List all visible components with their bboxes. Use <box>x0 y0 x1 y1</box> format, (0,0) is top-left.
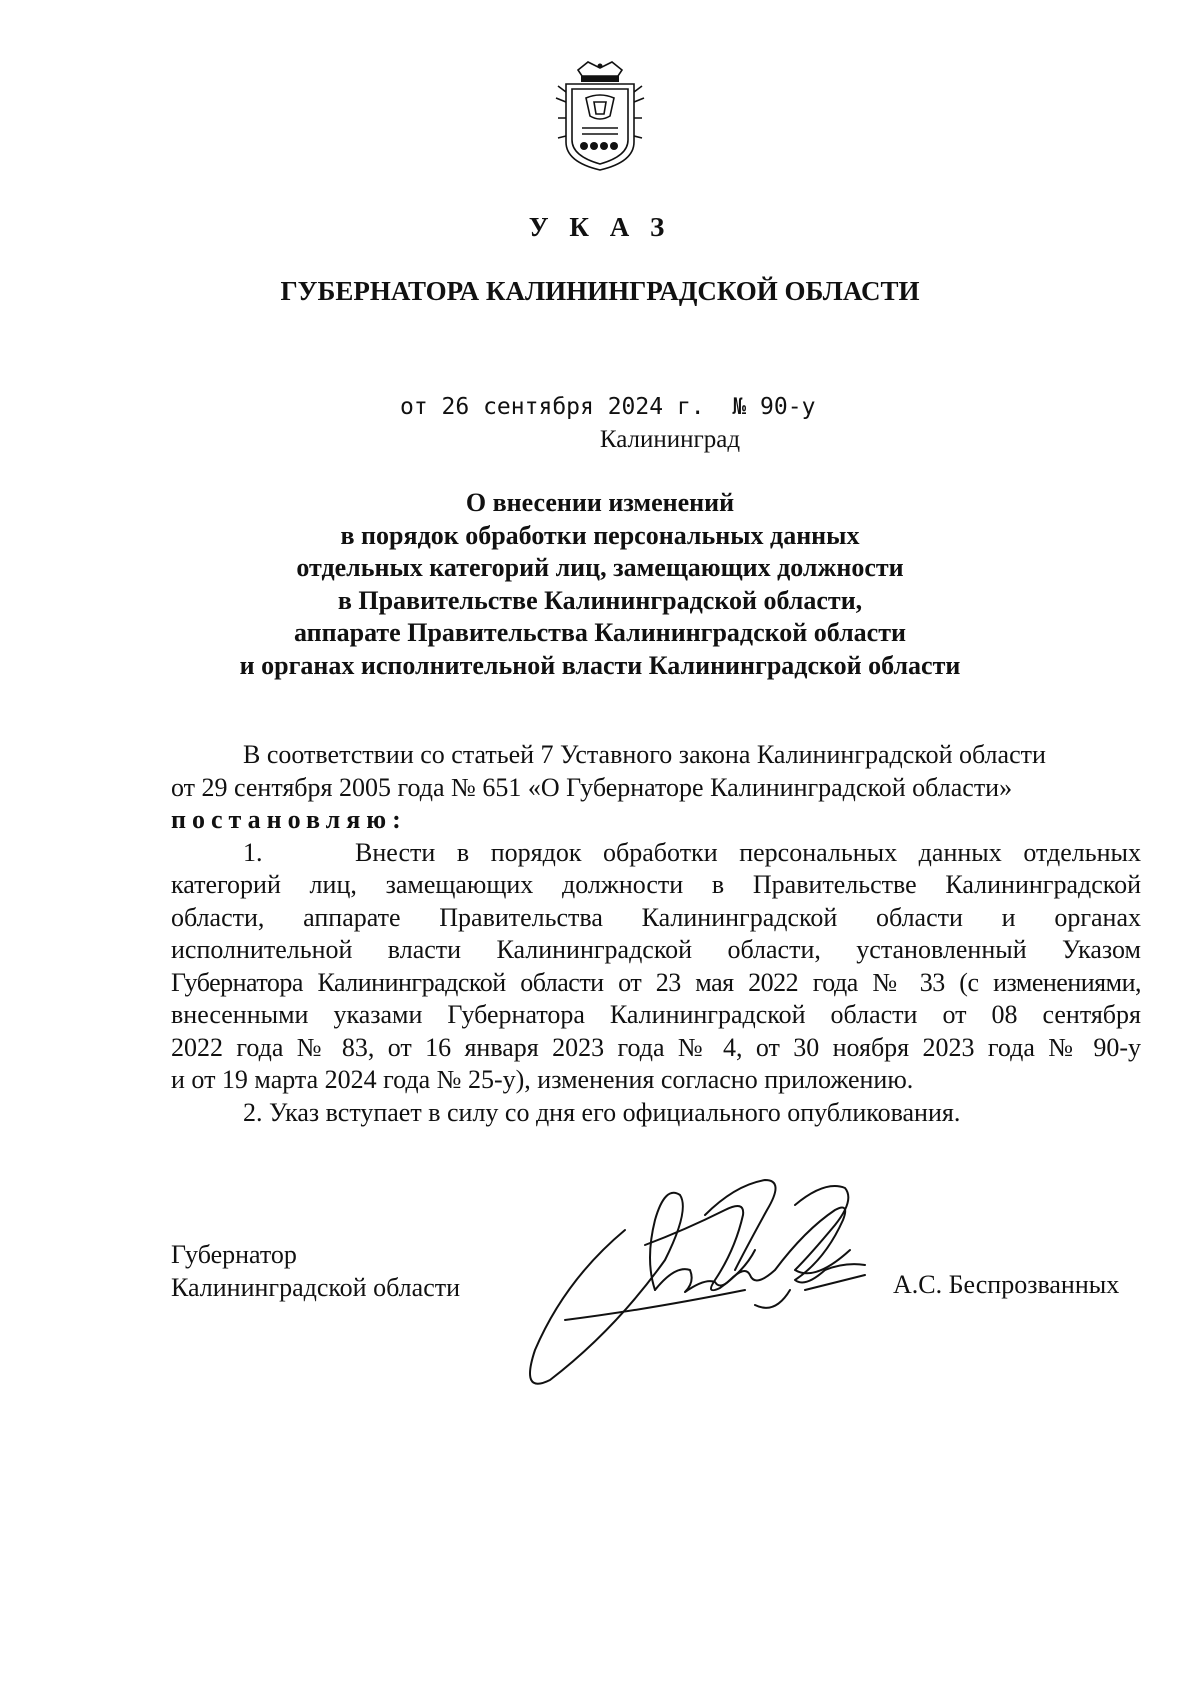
city-name: Калининград <box>599 426 741 453</box>
date-and-number: от 26 сентября 2024 г. № 90-у <box>400 394 816 420</box>
decree-heading <box>0 487 1200 682</box>
signatory-name: А.С. Беспрозванных <box>893 1270 1120 1299</box>
heading-line: и органах исполнительной власти Калининградской области <box>239 650 961 680</box>
heading-line: отдельных категорий лиц, замещающих должности <box>296 553 904 582</box>
item-1-line: внесенными указами Губернатора Калининградской области от 08 сентября <box>171 1000 1141 1029</box>
preamble-line: от 29 сентября 2005 года № 651 «О Губернаторе Калининградской области» <box>171 772 1013 802</box>
item-1-line: исполнительной власти Калининградской области, установленный Указом <box>171 935 1141 964</box>
preamble-line: В соответствии со статьей 7 Уставного закона Калининградской области <box>243 740 1046 769</box>
issuer-title: ГУБЕРНАТОРА КАЛИНИНГРАДСКОЙ ОБЛАСТИ <box>280 276 920 306</box>
item-1-line: 2022 года № 83, от 16 января 2023 года № 4, от 30 ноября 2023 года № 90-у <box>171 1032 1141 1062</box>
heading-line: в порядок обработки персональных данных <box>340 520 860 550</box>
handwritten-signature <box>505 1170 905 1400</box>
signatory-title-line: Калининградской области <box>171 1273 461 1302</box>
item-1-line: области, аппарате Правительства Калининградской области и органах <box>171 902 1141 932</box>
item-2: 2. Указ вступает в силу со дня его официального опубликования. <box>243 1097 961 1127</box>
item-1-line: Внести в порядок обработки персональных данных отдельных <box>355 837 1141 867</box>
signatory-title-line: Губернатор <box>171 1240 297 1269</box>
item-1-number: 1. <box>243 837 263 867</box>
heading-line: О внесении изменений <box>465 488 735 517</box>
decree-body <box>171 739 1141 1129</box>
signatory-title <box>171 1238 460 1304</box>
heading-line: в Правительстве Калининградской области, <box>337 585 863 615</box>
item-1-first-line <box>171 837 1141 870</box>
heading-line: аппарате Правительства Калининградской области <box>294 618 906 647</box>
decree-word: постановляю: <box>171 805 407 834</box>
document-type-title: У К А З <box>528 212 672 242</box>
coat-of-arms-emblem <box>548 58 652 174</box>
item-1-line: и от 19 марта 2024 года № 25-у), изменения согласно приложению. <box>171 1065 914 1094</box>
item-1-line: категорий лиц, замещающих должности в Правительстве Калининградской <box>171 870 1141 899</box>
item-1-line: Губернатора Калининградской области от 23 мая 2022 года № 33 (с изменениями, <box>171 967 1141 997</box>
